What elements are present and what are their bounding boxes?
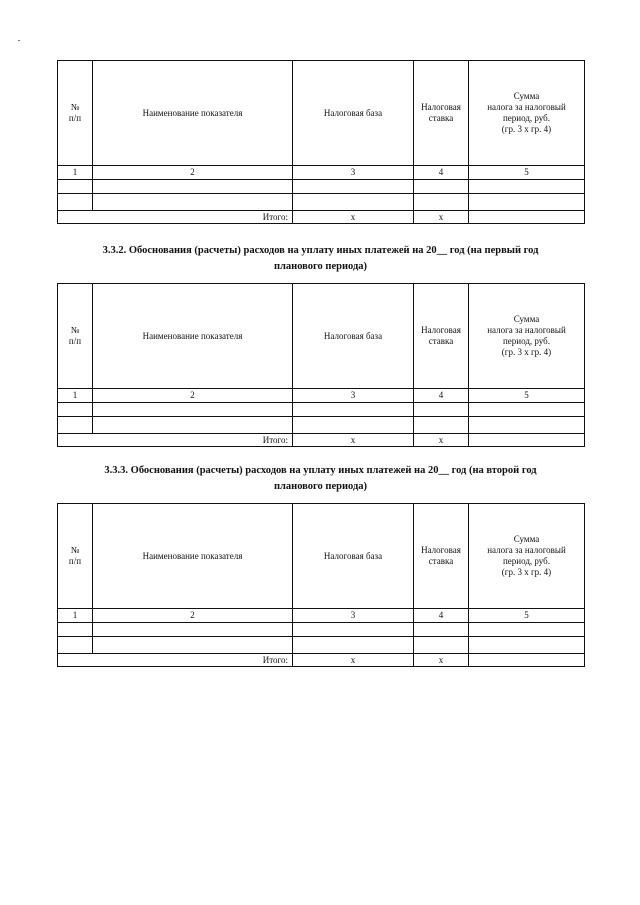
table-cell [58,194,93,211]
col-number: 3 [293,166,414,180]
col-number: 3 [293,389,414,403]
table-cell [469,623,585,637]
col-header-num: № п/п [58,61,93,166]
col-number: 5 [469,609,585,623]
section-title: 3.3.2. Обоснования (расчеты) расходов на уплату иных платежей на 20__ год (на первый год планового периода) [102,245,539,272]
table-header-row [58,61,585,166]
table-cell [469,194,585,211]
col-number: 3 [293,609,414,623]
column-numbers-row [58,389,585,403]
table-cell [414,403,469,417]
total-label: Итого: [58,654,293,667]
total-label: Итого: [58,434,293,447]
total-base-cell: x [293,211,414,224]
total-sum-cell [469,654,585,667]
col-header-num: № п/п [58,284,93,389]
col-header-sum: Сумма налога за налоговый период, руб. (гр. 3 x гр. 4) [469,504,585,609]
table-cell [58,623,93,637]
table-row [58,417,585,434]
table-cell [93,637,293,654]
table-cell [58,637,93,654]
table-cell [414,194,469,211]
col-header-sum: Сумма налога за налоговый период, руб. (гр. 3 x гр. 4) [469,284,585,389]
table-header-row [58,284,585,389]
col-number: 4 [414,389,469,403]
col-number: 1 [58,389,93,403]
total-label: Итого: [58,211,293,224]
col-number: 2 [93,389,293,403]
table-cell [293,623,414,637]
column-numbers-row [58,609,585,623]
col-header-rate: Налоговая ставка [414,61,469,166]
table-cell [58,417,93,434]
total-rate-cell: x [414,434,469,447]
table-cell [414,417,469,434]
table-cell [293,194,414,211]
total-row [58,211,585,224]
table-header-row [58,504,585,609]
table-cell [469,180,585,194]
col-header-name: Наименование показателя [93,504,293,609]
tax-table-1 [57,60,585,224]
table-cell [414,623,469,637]
table-cell [93,180,293,194]
total-row [58,434,585,447]
col-number: 2 [93,166,293,180]
total-sum-cell [469,211,585,224]
table-cell [293,637,414,654]
scan-speck [18,40,20,41]
column-numbers-row [58,166,585,180]
total-base-cell: x [293,654,414,667]
table-cell [469,637,585,654]
col-number: 5 [469,389,585,403]
table-cell [293,417,414,434]
table-cell [58,180,93,194]
tax-table-2 [57,283,585,447]
col-number: 1 [58,166,93,180]
total-base-cell: x [293,434,414,447]
table-row [58,180,585,194]
table-cell [469,417,585,434]
col-header-base: Налоговая база [293,284,414,389]
table-cell [93,194,293,211]
col-header-name: Наименование показателя [93,61,293,166]
table-cell [93,623,293,637]
table-row [58,194,585,211]
col-number: 2 [93,609,293,623]
table-cell [414,637,469,654]
total-sum-cell [469,434,585,447]
col-header-base: Налоговая база [293,504,414,609]
section-title: 3.3.3. Обоснования (расчеты) расходов на уплату иных платежей на 20__ год (на второй год планового периода) [104,465,537,492]
col-header-name: Наименование показателя [93,284,293,389]
table-cell [293,180,414,194]
col-number: 5 [469,166,585,180]
table-cell [93,403,293,417]
col-header-num: № п/п [58,504,93,609]
col-number: 4 [414,609,469,623]
total-rate-cell: x [414,654,469,667]
total-row [58,654,585,667]
col-header-sum: Сумма налога за налоговый период, руб. (гр. 3 x гр. 4) [469,61,585,166]
table-row [58,637,585,654]
col-header-rate: Налоговая ставка [414,284,469,389]
tax-table-3 [57,503,585,667]
table-row [58,403,585,417]
total-rate-cell: x [414,211,469,224]
table-cell [93,417,293,434]
col-number: 1 [58,609,93,623]
col-header-rate: Налоговая ставка [414,504,469,609]
col-header-base: Налоговая база [293,61,414,166]
table-row [58,623,585,637]
table-cell [414,180,469,194]
table-cell [293,403,414,417]
table-cell [58,403,93,417]
table-cell [469,403,585,417]
col-number: 4 [414,166,469,180]
